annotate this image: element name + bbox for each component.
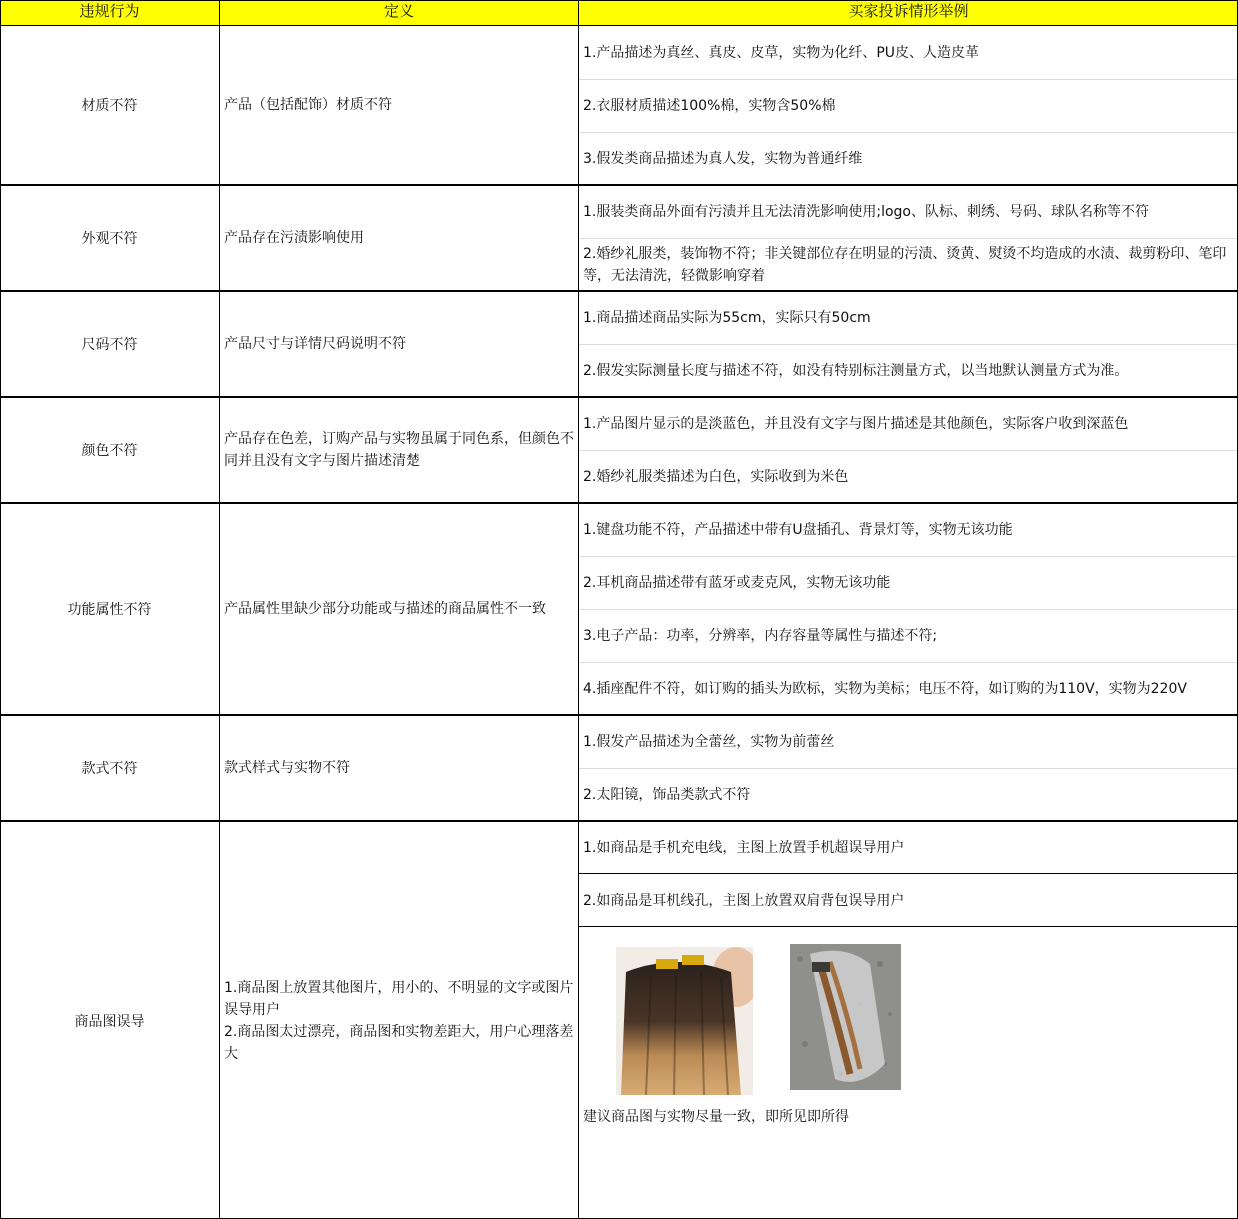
- definition-text: 款式样式与实物不符: [224, 760, 350, 776]
- example-item: [579, 610, 1236, 662]
- example-item: [579, 292, 1236, 344]
- grid-line: [0, 0, 1238, 1]
- example-item: [579, 80, 1236, 132]
- row-separator: [579, 79, 1238, 80]
- grid-line: [578, 926, 1238, 927]
- violation-cell: [0, 186, 219, 290]
- row-separator: [579, 556, 1238, 557]
- definition-line: 2.商品图太过漂亮，商品图和实物差距大，用户心理落差大: [224, 1023, 574, 1062]
- example-item: [579, 133, 1236, 184]
- violation-label: 尺码不符: [81, 337, 138, 353]
- violation-label: 商品图误导: [74, 1013, 145, 1030]
- grid-line: [578, 0, 579, 1219]
- example-item: [579, 504, 1236, 556]
- grid-line: [0, 396, 1238, 398]
- definition-cell: [220, 822, 578, 1219]
- example-item: [579, 875, 1236, 927]
- row-separator: [579, 344, 1238, 345]
- grid-line: [0, 0, 1, 1219]
- definition-text: [224, 977, 574, 1065]
- header-definition: 定义: [220, 0, 578, 25]
- example-text: 1.服装类商品外面有污渍并且无法清洗影响使用;logo、队标、刺绣、号码、球队名称等不符: [583, 204, 1149, 220]
- example-item: [579, 716, 1236, 768]
- definition-cell: [220, 716, 578, 820]
- example-item: [579, 239, 1236, 290]
- example-text: 1.假发产品描述为全蕾丝，实物为前蕾丝: [583, 734, 835, 750]
- example-text: 2.衣服材质描述100%棉，实物含50%棉: [583, 98, 836, 114]
- product-photo-hair-ombre: [616, 947, 753, 1095]
- example-text: 3.假发类商品描述为真人发，实物为普通纤维: [583, 150, 863, 167]
- definition-cell: [220, 504, 578, 714]
- violation-label: 功能属性不符: [67, 602, 152, 618]
- product-photo-hair-in-bag: [790, 944, 901, 1090]
- example-text: 1.键盘功能不符，产品描述中带有U盘插孔、背景灯等，实物无该功能: [583, 522, 1013, 538]
- grid-line: [219, 0, 220, 1219]
- violation-cell: [0, 504, 219, 714]
- grid-line: [0, 714, 1238, 716]
- grid-line: [0, 184, 1238, 186]
- example-text: 2.耳机商品描述带有蓝牙或麦克风，实物无该功能: [583, 575, 891, 591]
- example-item: [579, 451, 1236, 502]
- example-item: [579, 186, 1236, 238]
- violation-label: 颜色不符: [81, 443, 138, 459]
- suggestion-label: 建议商品图与实物尽量一致，即所见即所得: [583, 1109, 849, 1125]
- definition-text: 产品存在色差，订购产品与实物虽属于同色系，但颜色不同并且没有文字与图片描述清楚: [224, 431, 574, 469]
- row-separator: [579, 132, 1238, 133]
- example-text: 1.产品图片显示的是淡蓝色，并且没有文字与图片描述是其他颜色，实际客户收到深蓝色: [583, 416, 1129, 432]
- example-text: 2.太阳镜，饰品类款式不符: [583, 786, 751, 803]
- header-violation: 违规行为: [0, 0, 219, 25]
- suggestion-text: [579, 1105, 1236, 1129]
- example-text: 3.电子产品：功率，分辨率，内存容量等属性与描述不符;: [583, 628, 938, 644]
- row-separator: [579, 609, 1238, 610]
- violation-cell: [0, 822, 219, 1219]
- violation-cell: [0, 716, 219, 820]
- violation-label: 外观不符: [81, 231, 138, 247]
- definition-text: 产品存在污渍影响使用: [224, 230, 364, 246]
- definition-cell: [220, 186, 578, 290]
- example-text: 1.产品描述为真丝、真皮、皮草，实物为化纤、PU皮、人造皮革: [583, 44, 980, 61]
- grid-line: [578, 873, 1238, 874]
- definition-text: 产品（包括配饰）材质不符: [224, 97, 392, 113]
- example-text: 2.婚纱礼服类，装饰物不符；非关键部位存在明显的污渍、烫黄、熨烫不均造成的水渍、裁剪粉印、笔印等，无法清洗，轻微影响穿着: [583, 245, 1227, 284]
- example-item: [579, 557, 1236, 609]
- violation-label: 材质不符: [81, 98, 138, 114]
- example-text: 2.假发实际测量长度与描述不符，如没有特别标注测量方式，以当地默认测量方式为准。: [583, 362, 1129, 379]
- example-text: 2.婚纱礼服类描述为白色，实际收到为米色: [583, 468, 849, 485]
- row-separator: [579, 238, 1238, 239]
- row-separator: [579, 662, 1238, 663]
- example-item: [579, 345, 1236, 396]
- violation-cell: [0, 26, 219, 184]
- definition-cell: [220, 26, 578, 184]
- definition-cell: [220, 292, 578, 396]
- grid-line: [0, 25, 1238, 26]
- grid-line: [0, 820, 1238, 822]
- example-item: [579, 769, 1236, 820]
- example-item: [579, 822, 1236, 874]
- example-item: [579, 663, 1236, 714]
- definition-cell: [220, 398, 578, 502]
- example-text: 1.如商品是手机充电线，主图上放置手机超误导用户: [583, 840, 905, 856]
- row-separator: [579, 450, 1238, 451]
- example-item: [579, 26, 1236, 79]
- definition-text: 产品属性里缺少部分功能或与描述的商品属性不一致: [224, 601, 546, 617]
- example-text: 2.如商品是耳机线孔，主图上放置双肩背包误导用户: [583, 893, 905, 909]
- example-item: [579, 398, 1236, 450]
- violation-cell: [0, 292, 219, 396]
- definition-text: 产品尺寸与详情尺码说明不符: [224, 336, 406, 352]
- row-separator: [579, 768, 1238, 769]
- example-text: 1.商品描述商品实际为55cm，实际只有50cm: [583, 310, 871, 326]
- header-examples: 买家投诉情形举例: [579, 0, 1238, 25]
- example-text: 4.插座配件不符，如订购的插头为欧标，实物为美标；电压不符，如订购的为110V，实物为220V: [583, 680, 1187, 697]
- violation-label: 款式不符: [81, 761, 138, 777]
- violation-cell: [0, 398, 219, 502]
- grid-line: [0, 502, 1238, 504]
- definition-line: 1.商品图上放置其他图片，用小的、不明显的文字或图片误导用户: [224, 979, 574, 1018]
- grid-line: [0, 290, 1238, 292]
